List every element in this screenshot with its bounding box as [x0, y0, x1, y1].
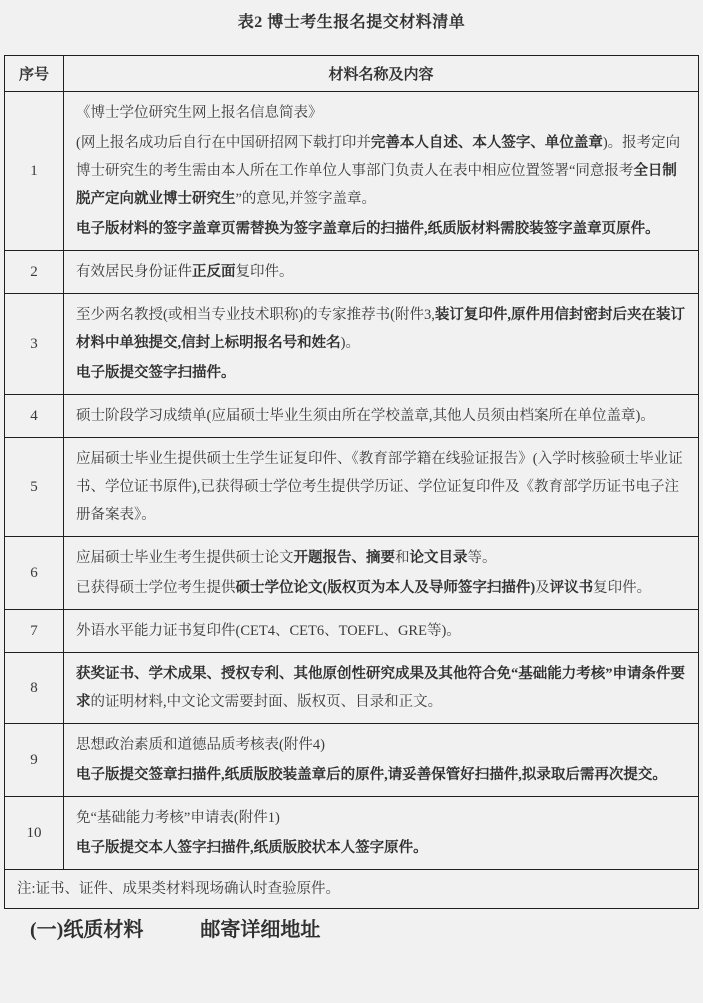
content-run-bold: 电子版提交签章扫描件,纸质版胶装盖章后的原件,请妥善保管好扫描件,拟录取后需再次提交。: [76, 767, 667, 783]
content-run: 已获得硕士学位考生提供: [76, 580, 236, 596]
note-cell: 注:证书、证件、成果类材料现场确认时查验原件。: [5, 870, 699, 909]
content-run: 硕士阶段学习成绩单(应届硕士毕业生须由所在学校盖章,其他人员须由档案所在单位盖章)。: [76, 408, 655, 424]
header-row: [5, 56, 699, 92]
content-run: 复印件。: [235, 264, 294, 280]
table-row: [5, 724, 699, 797]
row-content: [64, 797, 699, 870]
content-paragraph: [76, 544, 688, 572]
content-paragraph: [76, 99, 688, 127]
row-number: 4: [5, 395, 64, 438]
content-paragraph: [76, 731, 688, 759]
content-run: 应届硕士毕业生提供硕士生学生证复印件、《教育部学籍在线验证报告》(入学时核验硕士毕业证书、学位证书原件),已获得硕士学位考生提供学历证、学位证复印件及《教育部学历证书电子注册备案表》。: [76, 451, 683, 523]
materials-table: [4, 55, 699, 909]
row-content: [64, 724, 699, 797]
content-run: 《博士学位研究生网上报名信息简表》: [76, 105, 323, 121]
content-run-bold: 电子版提交签字扫描件。: [76, 365, 236, 381]
row-number: 10: [5, 797, 64, 870]
content-run-bold: 电子版提交本人签字扫描件,纸质版胶状本人签字原件。: [76, 840, 428, 856]
content-run: 至少两名教授(或相当专业技术职称)的专家推荐书(附件3,: [76, 307, 435, 323]
content-run: 思想政治素质和道德品质考核表(附件4): [76, 737, 325, 753]
row-number: 7: [5, 610, 64, 653]
table-row: [5, 395, 699, 438]
content-run-bold: 论文目录: [409, 550, 468, 566]
content-paragraph: [76, 574, 688, 602]
table-row: [5, 251, 699, 294]
table-row: [5, 653, 699, 724]
content-run-bold: 完善本人自述、本人签字、单位盖章: [370, 135, 603, 151]
footer-heading-suffix: 邮寄详细地址: [200, 919, 321, 941]
table-row: [5, 537, 699, 610]
content-run: )。: [340, 335, 360, 351]
content-paragraph: [76, 402, 688, 430]
content-run: 等。: [467, 550, 497, 566]
content-run: 有效居民身份证件: [76, 264, 192, 280]
content-paragraph: [76, 617, 688, 645]
content-run-bold: 硕士学位论文(版权页为本人及导师签字扫描件): [235, 580, 536, 596]
note-row: [5, 870, 699, 909]
content-paragraph: [76, 129, 688, 213]
content-run: 的证明材料,中文论文需要封面、版权页、目录和正文。: [90, 694, 443, 710]
content-run-bold: 装订复印件,原件用信封密封后夹在装订材料中单独提交,信封上标明报名号和姓名: [76, 307, 685, 351]
row-content: [64, 438, 699, 537]
content-run: )。报考定向博士研究生的考生需由本人所在工作单位人事部门负责人在表中相应位置签署“同意报考: [76, 135, 681, 179]
content-run: 复印件。: [593, 580, 652, 596]
table-row: [5, 92, 699, 251]
table-row: [5, 610, 699, 653]
row-content: [64, 537, 699, 610]
row-content: [64, 395, 699, 438]
content-run-bold: 评议书: [549, 580, 594, 596]
content-run: ”的意见,并签字盖章。: [235, 191, 377, 207]
row-number: 5: [5, 438, 64, 537]
row-content: [64, 610, 699, 653]
content-run-bold: 开题报告、摘要: [293, 550, 395, 566]
content-run: 和: [395, 550, 410, 566]
content-paragraph: [76, 359, 688, 387]
content-run: 免“基础能力考核”申请表(附件1): [76, 810, 280, 826]
content-run: 及: [535, 580, 550, 596]
content-paragraph: [76, 301, 688, 357]
row-number: 2: [5, 251, 64, 294]
row-content: [64, 294, 699, 395]
content-paragraph: [76, 804, 688, 832]
row-number: 3: [5, 294, 64, 395]
table-row: [5, 438, 699, 537]
table-row: [5, 797, 699, 870]
row-number: 1: [5, 92, 64, 251]
header-cell-no: 序号: [5, 56, 64, 92]
table-row: [5, 294, 699, 395]
row-content: [64, 653, 699, 724]
row-number: 9: [5, 724, 64, 797]
header-cell-content: 材料名称及内容: [64, 56, 699, 92]
page-title: 表2 博士考生报名提交材料清单: [237, 14, 466, 31]
content-run: (网上报名成功后自行在中国研招网下载打印并: [76, 135, 371, 151]
content-paragraph: [76, 834, 688, 862]
content-paragraph: [76, 445, 688, 529]
row-content: [64, 92, 699, 251]
content-run: 外语水平能力证书复印件(CET4、CET6、TOEFL、GRE等)。: [76, 623, 461, 639]
content-paragraph: [76, 258, 688, 286]
content-paragraph: [76, 660, 688, 716]
content-paragraph: [76, 761, 688, 789]
content-run-bold: 获奖证书、学术成果、授权专利、其他原创性研究成果及其他符合免“基础能力考核”申请条件要求: [76, 666, 685, 710]
content-paragraph: [76, 215, 688, 243]
content-run-bold: 正反面: [192, 264, 236, 280]
footer-heading-prefix: (一)纸质材料: [30, 919, 144, 941]
row-content: [64, 251, 699, 294]
content-run-bold: 全日制脱产定向就业博士研究生: [76, 163, 677, 207]
row-number: 6: [5, 537, 64, 610]
row-number: 8: [5, 653, 64, 724]
table-header: [5, 56, 699, 92]
footer-heading: [30, 917, 703, 943]
content-run: 应届硕士毕业生考生提供硕士论文: [76, 550, 294, 566]
table-body: [5, 92, 699, 909]
content-run-bold: 电子版材料的签字盖章页需替换为签字盖章后的扫描件,纸质版材料需胶装签字盖章页原件。: [76, 221, 660, 237]
